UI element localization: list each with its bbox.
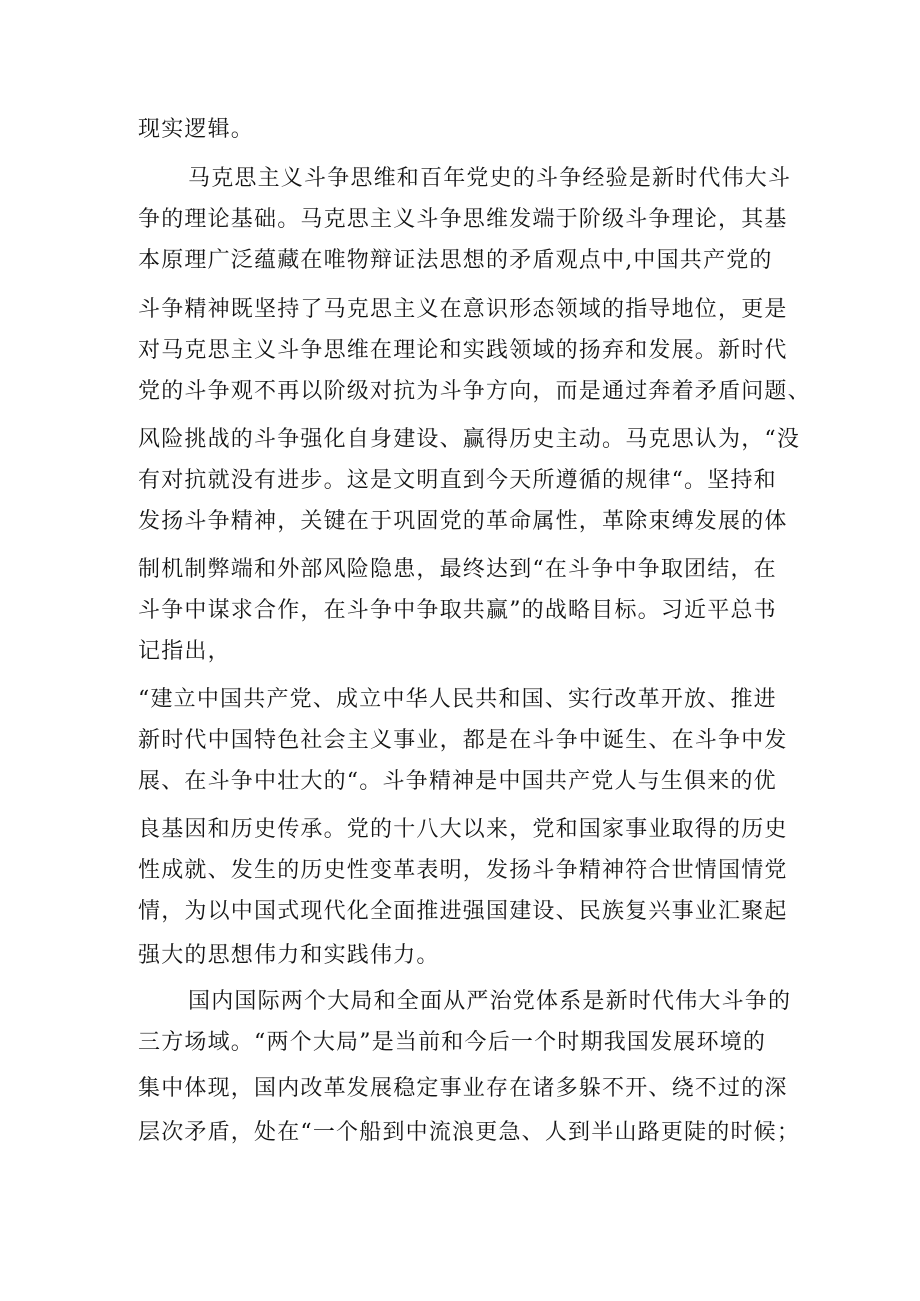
text-line: 层次矛盾，处在“一个船到中流浪更急、人到半山路更陡的时候； <box>138 1120 801 1145</box>
text-line: 情，为以中国式现代化全面推进强国建设、民族复兴事业汇聚起 <box>138 899 788 924</box>
text-line: “建立中国共产党、成立中华人民共和国、实行改革开放、推进 <box>138 687 777 712</box>
text-line: 良基因和历史传承。党的十八大以来，党和国家事业取得的历史 <box>138 817 788 842</box>
text-line: 本原理广泛蕴藏在唯物辩证法思想的矛盾观点中,中国共产党的 <box>138 248 773 273</box>
text-line: 记指出， <box>138 639 231 664</box>
text-line: 新时代中国特色社会主义事业，都是在斗争中诞生、在斗争中发 <box>138 728 788 753</box>
text-line: 三方场域。“两个大局”是当前和今后一个时期我国发展环境的 <box>138 1030 767 1055</box>
text-line: 发扬斗争精神，关键在于巩固党的革命属性，革除束缚发展的体 <box>138 509 788 534</box>
text-line: 集中体现，国内改革发展稳定事业存在诸多躲不开、绕不过的深 <box>138 1076 788 1101</box>
text-line: 党的斗争观不再以阶级对抗为斗争方向，而是通过奔着矛盾问题、 <box>138 379 811 404</box>
text-line: 展、在斗争中壮大的“。斗争精神是中国共产党人与生俱来的优 <box>138 769 777 794</box>
text-line: 对马克思主义斗争思维在理论和实践领域的扬弃和发展。新时代 <box>138 338 788 363</box>
paragraph-first-line: 国内国际两个大局和全面从严治党体系是新时代伟大斗争的 <box>188 989 792 1014</box>
text-line: 有对抗就没有进步。这是文明直到今天所遵循的规律“。坚持和 <box>138 468 777 493</box>
text-line: 风险挑战的斗争强化自身建设、赢得历史主动。马克思认为，“没 <box>138 427 801 452</box>
text-line: 争的理论基础。马克思主义斗争思维发端于阶级斗争理论，其基 <box>138 207 788 232</box>
text-line: 性成就、发生的历史性变革表明，发扬斗争精神符合世情国情党 <box>138 858 788 883</box>
text-line: 现实逻辑。 <box>138 117 255 142</box>
text-line: 制机制弊端和外部风险隐患，最终达到“在斗争中争取团结，在 <box>138 557 777 582</box>
paragraph-first-line: 马克思主义斗争思维和百年党史的斗争经验是新时代伟大斗 <box>188 166 792 191</box>
text-line: 斗争精神既坚持了马克思主义在意识形态领域的指导地位，更是 <box>138 297 788 322</box>
text-line: 强大的思想伟力和实践伟力。 <box>138 943 440 968</box>
text-line: 斗争中谋求合作，在斗争中争取共赢”的战略目标。习近平总书 <box>138 598 777 623</box>
